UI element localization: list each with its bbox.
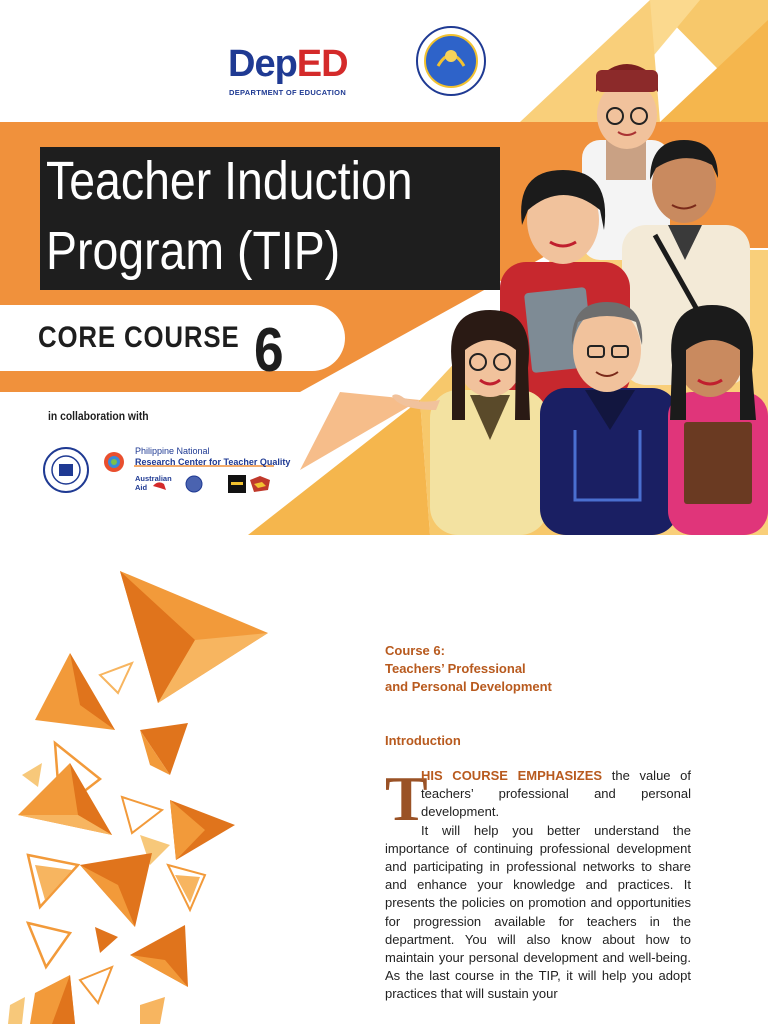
academy-seal-icon [416,26,486,96]
pnrc-logo-icon [104,452,124,472]
intro-lead-text: HIS COURSE EMPHASIZES [421,768,603,783]
intro-paragraph-1 [385,767,691,822]
deped-logo [226,34,368,104]
introduction-body [385,763,692,1004]
core-course-number: 6 [254,316,284,385]
intro-paragraph-1-rest: the value of teachers’ professional and personal development. [421,768,692,820]
aid-line-2: Aid [135,483,148,492]
introduction-heading: Introduction [385,733,461,748]
cover-title-line-2: Program (TIP) [46,221,341,281]
core-course-pill [0,305,345,371]
aid-line-1: Australian [135,474,172,483]
logo-word-ed: ED [296,43,348,85]
australian-aid-label [135,474,172,492]
partner-name-line-2: Research Center for Teacher Quality [135,457,291,467]
course-title-line-2: and Personal Development [385,679,552,694]
drop-cap: T [385,763,428,834]
course-label: Course 6: [385,643,445,658]
cover-title-line-1: Teacher Induction [46,151,413,211]
teacher-education-council-seal-icon [44,448,88,492]
logo-subtitle: DEPARTMENT OF EDUCATION [229,88,347,97]
collaboration-text: in collaboration with [48,411,149,423]
course-intro-page [0,535,768,1024]
partner-name-line-1: Philippine National [135,446,210,456]
intro-paragraph-2: It will help you better understand the importance of continuing professional development and participating in professional networks to share and enhance your knowledge and practices. It presents the policies on promotion and opportunities for progression available for teachers in the department. You will also know about how to maintain your personal development and well-being. As the last course in the TIP, it will help you adopt practices that will sustain your [385,822,691,1002]
logo-word-dep: Dep [228,43,297,85]
partner-name [135,446,290,468]
cover-title-box [40,147,500,290]
partner-seal-icon [186,476,202,492]
course-title [385,642,552,696]
course-title-line-1: Teachers’ Professional [385,661,526,676]
decorative-triangles [0,535,300,1024]
core-course-label: CORE COURSE [38,321,240,354]
